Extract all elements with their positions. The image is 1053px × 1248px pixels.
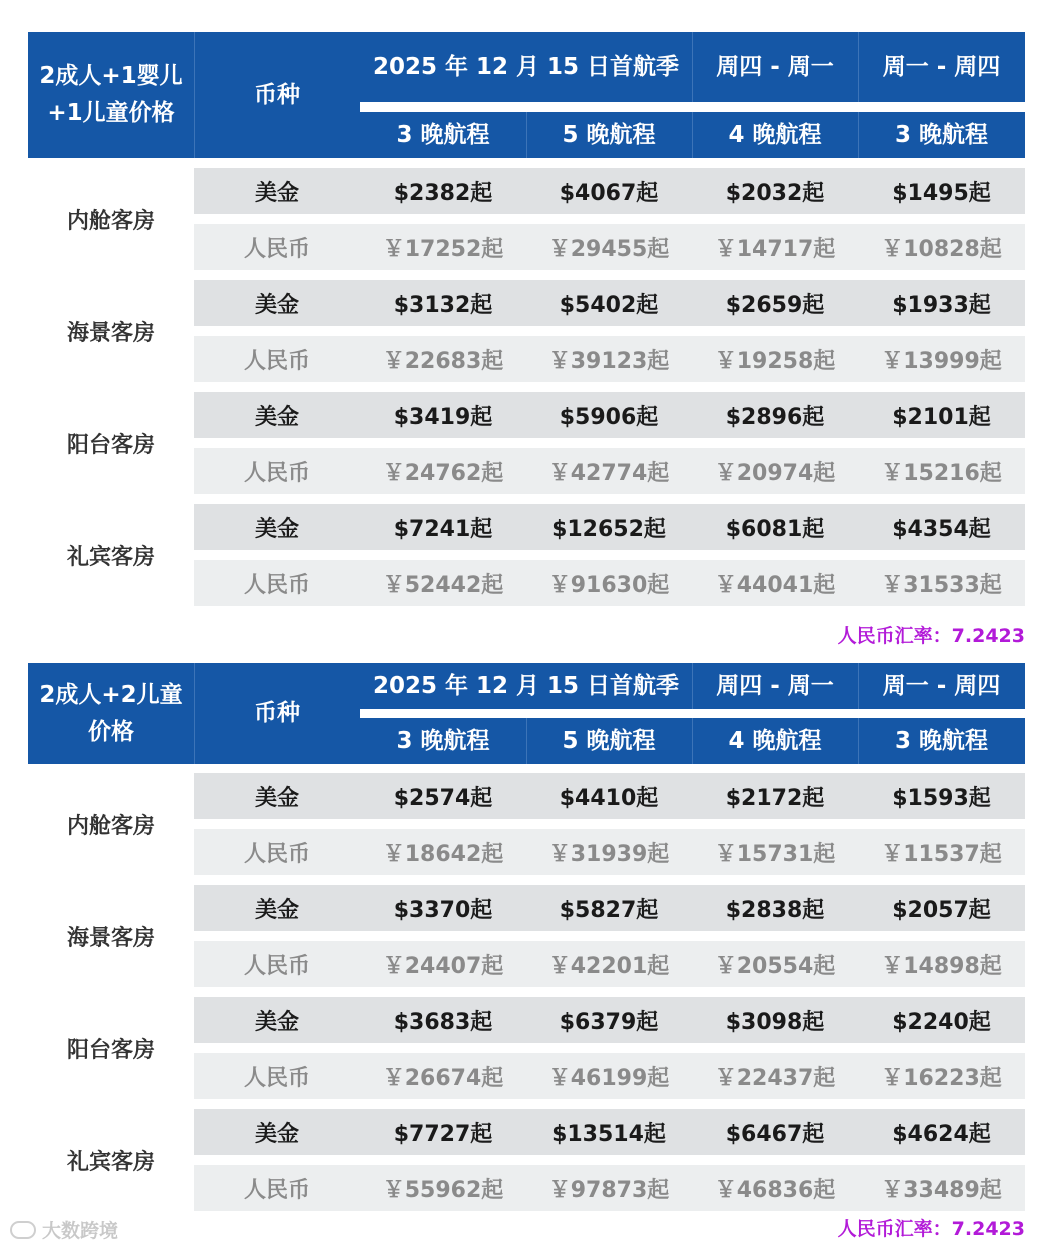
price-cell: $3098起 [725,1009,825,1035]
currency-label: 美金 [254,404,299,430]
usd-row [194,885,1025,931]
exchange-rate-note: 人民币汇率：7.2423 [837,625,1025,647]
price-cell: ￥91630起 [548,572,670,598]
price-cell: $7241起 [393,516,493,542]
price-cell: ￥14898起 [881,953,1002,979]
cny-row [194,336,1025,382]
price-cell: $4624起 [892,1121,991,1147]
price-cell: ￥46199起 [548,1065,670,1091]
price-cell: $6467起 [725,1121,825,1147]
usd-row [194,392,1025,438]
itinerary-header: 3 晚航程 [396,121,490,148]
price-cell: $2101起 [892,404,991,430]
price-cell: $2896起 [725,404,825,430]
price-cell: ￥22437起 [714,1065,836,1091]
price-cell: $1593起 [892,785,991,811]
price-cell: ￥24407起 [382,953,504,979]
price-cell: $12652起 [552,516,666,542]
price-table-2 [28,663,1025,1245]
price-cell: $4067起 [559,180,659,206]
room-type-label: 阳台客房 [66,1037,155,1063]
currency-label: 人民币 [243,348,310,374]
day-header: 周一 - 周四 [882,672,1001,699]
currency-label: 人民币 [243,236,310,262]
price-cell: ￥14717起 [714,236,836,262]
cny-row [194,448,1025,494]
price-cell: ￥97873起 [548,1177,670,1203]
table-header [28,32,1025,158]
currency-label: 美金 [254,516,299,542]
currency-label: 美金 [254,897,299,923]
price-cell: $6379起 [559,1009,659,1035]
price-cell: $2032起 [725,180,825,206]
watermark-logo-icon [10,1221,36,1239]
price-cell: ￥19258起 [714,348,836,374]
room-type-label: 内舱客房 [66,813,155,839]
price-cell: $5906起 [559,404,659,430]
price-cell: $1495起 [892,180,991,206]
cny-row [194,941,1025,987]
price-cell: $3370起 [393,897,493,923]
price-cell: ￥31533起 [881,572,1002,598]
season-header: 2025 年 12 月 15 日首航季 [372,53,680,80]
price-cell: $5827起 [559,897,659,923]
currency-label: 人民币 [243,1177,310,1203]
cny-row [194,1053,1025,1099]
currency-label: 美金 [254,180,299,206]
price-cell: $4410起 [559,785,659,811]
usd-row [194,280,1025,326]
room-type-label: 内舱客房 [66,208,155,234]
price-cell: ￥52442起 [382,572,504,598]
price-cell: ￥26674起 [382,1065,504,1091]
watermark-text: 大数跨境 [42,1220,119,1242]
itinerary-header: 4 晚航程 [728,727,822,754]
corner-header: 2成人+2儿童 价格 [39,681,183,745]
cny-row [194,1165,1025,1211]
itinerary-header: 3 晚航程 [396,727,490,754]
itinerary-header: 5 晚航程 [562,121,656,148]
currency-label: 美金 [254,1009,299,1035]
price-cell: ￥44041起 [714,572,836,598]
usd-row [194,1109,1025,1155]
price-cell: ￥24762起 [382,460,504,486]
currency-label: 人民币 [243,953,310,979]
price-cell: $2057起 [892,897,991,923]
currency-label: 美金 [254,292,299,318]
price-cell: $2659起 [725,292,825,318]
price-cell: ￥10828起 [881,236,1002,262]
price-cell: ￥33489起 [881,1177,1002,1203]
price-cell: $2240起 [892,1009,991,1035]
price-cell: $6081起 [725,516,825,542]
currency-label: 人民币 [243,572,310,598]
usd-row [194,504,1025,550]
price-cell: ￥15731起 [714,841,836,867]
itinerary-header: 3 晚航程 [894,727,988,754]
room-type-label: 礼宾客房 [66,544,155,570]
price-cell: ￥17252起 [382,236,504,262]
price-cell: ￥42774起 [548,460,670,486]
room-type-label: 礼宾客房 [66,1149,155,1175]
room-type-label: 阳台客房 [66,432,155,458]
itinerary-header: 4 晚航程 [728,121,822,148]
price-cell: $4354起 [892,516,991,542]
price-cell: $1933起 [892,292,991,318]
price-cell: ￥20974起 [714,460,836,486]
usd-row [194,997,1025,1043]
price-cell: ￥55962起 [382,1177,504,1203]
price-cell: $7727起 [393,1121,493,1147]
itinerary-header: 5 晚航程 [562,727,656,754]
cny-row [194,829,1025,875]
day-header: 周四 - 周一 [716,672,834,699]
price-cell: ￥16223起 [881,1065,1002,1091]
price-cell: ￥13999起 [881,348,1002,374]
price-cell: ￥11537起 [881,841,1002,867]
price-cell: ￥22683起 [382,348,504,374]
price-cell: ￥20554起 [714,953,836,979]
price-cell: $3683起 [393,1009,493,1035]
price-cell: $13514起 [552,1121,666,1147]
price-table-1 [28,32,1025,647]
currency-label: 人民币 [243,1065,310,1091]
price-cell: $2574起 [393,785,493,811]
room-type-label: 海景客房 [66,925,155,951]
currency-label: 美金 [254,1121,299,1147]
price-cell: $2838起 [725,897,825,923]
currency-label: 美金 [254,785,299,811]
price-cell: ￥31939起 [548,841,670,867]
price-cell: $2382起 [393,180,493,206]
price-cell: $5402起 [559,292,659,318]
watermark [10,1216,118,1243]
price-cell: ￥46836起 [714,1177,836,1203]
table-header [28,663,1025,764]
corner-header: 2成人+1婴儿 +1儿童价格 [39,63,183,126]
currency-header: 币种 [254,81,300,108]
cny-row [194,224,1025,270]
cny-row [194,560,1025,606]
season-header: 2025 年 12 月 15 日首航季 [372,672,680,699]
price-cell: ￥15216起 [881,460,1002,486]
currency-label: 人民币 [243,460,310,486]
day-header: 周一 - 周四 [882,53,1001,80]
price-cell: ￥18642起 [382,841,504,867]
price-cell: $3132起 [393,292,493,318]
price-cell: ￥39123起 [548,348,670,374]
price-cell: ￥29455起 [548,236,670,262]
itinerary-header: 3 晚航程 [894,121,988,148]
price-cell: $2172起 [725,785,825,811]
currency-header: 币种 [254,700,300,726]
room-type-label: 海景客房 [66,320,155,346]
exchange-rate-note: 人民币汇率：7.2423 [837,1218,1025,1240]
price-cell: $3419起 [393,404,493,430]
usd-row [194,773,1025,819]
currency-label: 人民币 [243,841,310,867]
day-header: 周四 - 周一 [716,53,834,80]
usd-row [194,168,1025,214]
price-cell: ￥42201起 [548,953,670,979]
